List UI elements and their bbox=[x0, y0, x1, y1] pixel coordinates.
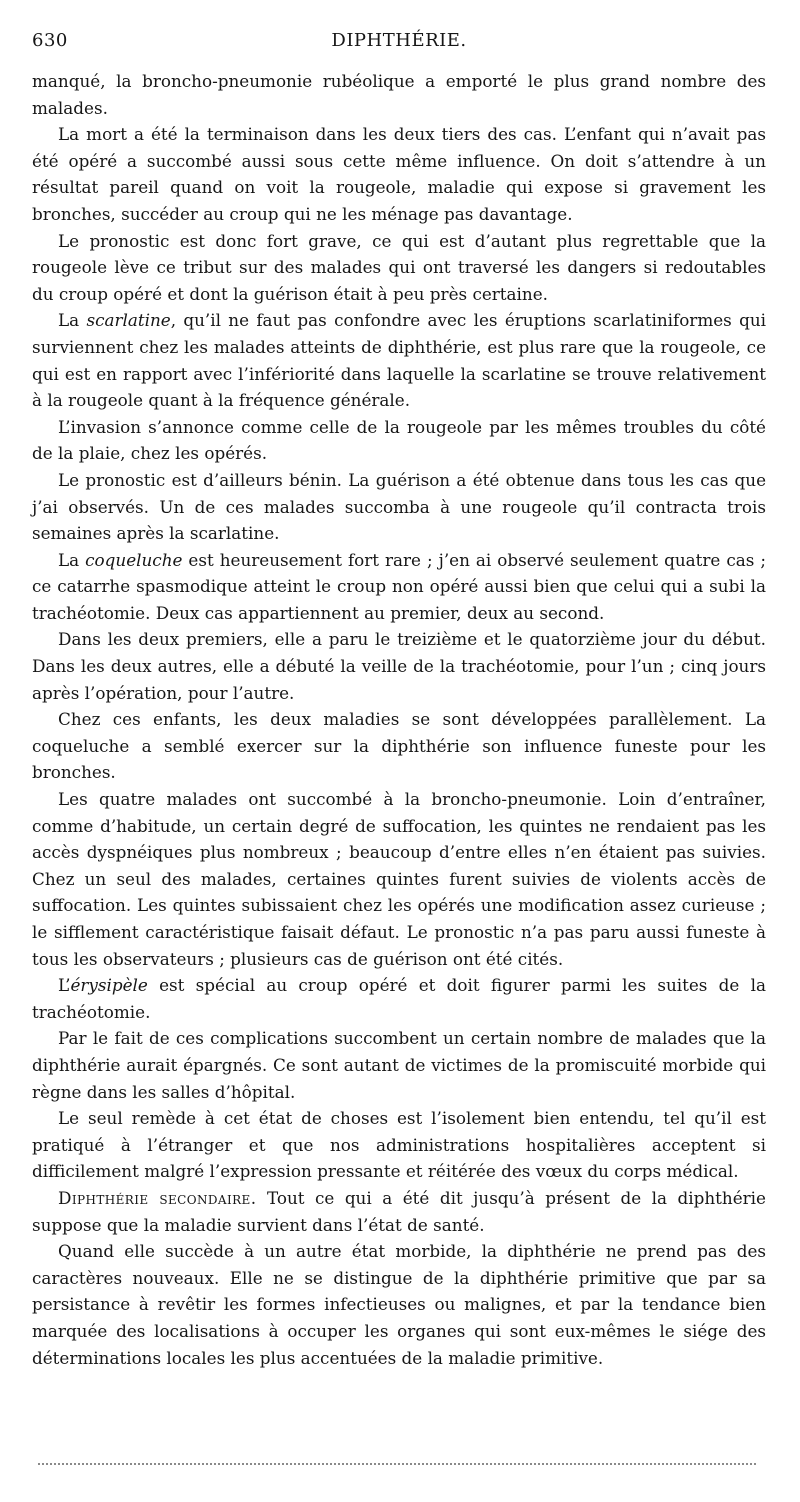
paragraph-text: Les quatre malades ont succombé à la broncho-pneumonie. Loin d’entraîner, comme d’habitude, un certain degré de suffocation, les quintes ne rendaient pas les accès dyspnéiques plus nombreux ; beaucoup d’entre elles n’en étaient pas suivies. Chez un seul des malades, certaines quintes furent suivies de violents accès de suffocation. Les quintes subissaient chez les opérés une modification assez curieuse ; le sifflement caractéristique faisait défaut. Le pronostic n’a pas paru aussi funeste à tous les observateurs ; plusieurs cas de guérison ont été cités. bbox=[32, 789, 766, 969]
paragraph-text: Le pronostic est donc fort grave, ce qui est d’autant plus regrettable que la rougeole lève ce tribut sur des malades qui ont traversé les dangers si redoutables du croup opéré et dont la guérison était à peu près certaine. bbox=[32, 230, 766, 304]
paragraph bbox=[32, 68, 766, 121]
page-number: 630 bbox=[32, 30, 68, 51]
paragraph-text: manqué, la broncho-pneumonie rubéolique a emporté le plus grand nombre des malades. bbox=[32, 71, 766, 118]
paragraph-lead: La bbox=[58, 549, 86, 570]
paragraph-text: est heureusement fort rare ; j’en ai observé seulement quatre cas ; ce catarrhe spasmodique atteint le croup non opéré aussi bien que celui qui a subi la trachéotomie. Deux cas appartiennent au premier, deux au second. bbox=[32, 549, 766, 623]
section-heading: Diphthérie secondaire. bbox=[58, 1187, 257, 1208]
paragraph-text: Quand elle succède à un autre état morbide, la diphthérie ne prend pas des caractères nouveaux. Elle ne se distingue de la diphthérie primitive que par sa persistance à revêtir les formes infectieuses ou malignes, et par la tendance bien marquée des localisations à occuper les organes qui sont eux-mêmes le siége des déterminations locales les plus accentuées de la maladie primitive. bbox=[32, 1241, 766, 1368]
paragraph-text: , qu’il ne faut pas confondre avec les éruptions scarlatiniformes qui surviennent chez les malades atteints de diphthérie, est plus rare que la rougeole, ce qui est en rapport avec l’infériorité dans laquelle la scarlatine se trouve relativement à la rougeole quant à la fréquence générale. bbox=[32, 310, 767, 411]
paragraph bbox=[32, 467, 766, 547]
italic-term: scarlatine bbox=[86, 310, 171, 331]
footer-rule bbox=[38, 1463, 756, 1465]
paragraph bbox=[32, 121, 766, 227]
italic-term: coqueluche bbox=[85, 549, 183, 570]
running-title: DIPHTHÉRIE. bbox=[331, 30, 467, 51]
paragraph bbox=[32, 228, 766, 308]
paragraph bbox=[32, 307, 766, 413]
paragraph bbox=[32, 786, 766, 972]
paragraph bbox=[32, 626, 766, 706]
paragraph-text: Tout ce qui a été dit jusqu’à présent de la diphthérie suppose que la maladie survient dans l’état de santé. bbox=[32, 1187, 766, 1235]
paragraph-text: Le pronostic est d’ailleurs bénin. La guérison a été obtenue dans tous les cas que j’ai observés. Un de ces malades succomba à une rougeole qu’il contracta trois semaines après la scarlatine. bbox=[32, 469, 766, 544]
paragraph bbox=[32, 414, 766, 467]
paragraph-text: Le seul remède à cet état de choses est l’isolement bien entendu, tel qu’il est pratiqué à l’étranger et que nos administrations hospitalières acceptent si difficilement malgré l’expression pressante et réitérée des vœux du corps médical. bbox=[32, 1108, 766, 1182]
paragraph bbox=[32, 1105, 766, 1185]
body-text bbox=[32, 68, 766, 1371]
document-page bbox=[32, 0, 766, 1502]
paragraph-lead: L’ bbox=[58, 975, 71, 996]
paragraph-text: Par le fait de ces complications succombent un certain nombre de malades que la diphthérie aurait épargnés. Ce sont autant de victimes de la promiscuité morbide qui règne dans les salles d’hôpital. bbox=[32, 1028, 766, 1102]
paragraph bbox=[32, 1238, 766, 1371]
paragraph-text: La mort a été la terminaison dans les deux tiers des cas. L’enfant qui n’avait pas été opéré a succombé aussi sous cette même influence. On doit s’attendre à un résultat pareil quand on voit la rougeole, maladie qui expose si gravement les bronches, succéder au croup qui ne les ménage pas davantage. bbox=[32, 124, 766, 224]
paragraph bbox=[32, 706, 766, 786]
paragraph bbox=[32, 547, 766, 627]
paragraph-text: L’invasion s’annonce comme celle de la rougeole par les mêmes troubles du côté de la plaie, chez les opérés. bbox=[32, 416, 766, 464]
paragraph bbox=[32, 1025, 766, 1105]
italic-term: érysipèle bbox=[70, 975, 148, 996]
paragraph bbox=[32, 1185, 766, 1238]
paragraph-text: est spécial au croup opéré et doit figurer parmi les suites de la trachéotomie. bbox=[32, 975, 766, 1022]
paragraph-lead: La bbox=[58, 310, 87, 331]
paragraph-text: Dans les deux premiers, elle a paru le treizième et le quatorzième jour du début. Dans les deux autres, elle a débuté la veille de la trachéotomie, pour l’un ; cinq jours après l’opération, pour l’autre. bbox=[32, 629, 766, 703]
page-header bbox=[32, 30, 766, 58]
paragraph bbox=[32, 972, 766, 1025]
paragraph-text: Chez ces enfants, les deux maladies se sont développées parallèlement. La coqueluche a semblé exercer sur la diphthérie son influence funeste pour les bronches. bbox=[32, 709, 766, 783]
